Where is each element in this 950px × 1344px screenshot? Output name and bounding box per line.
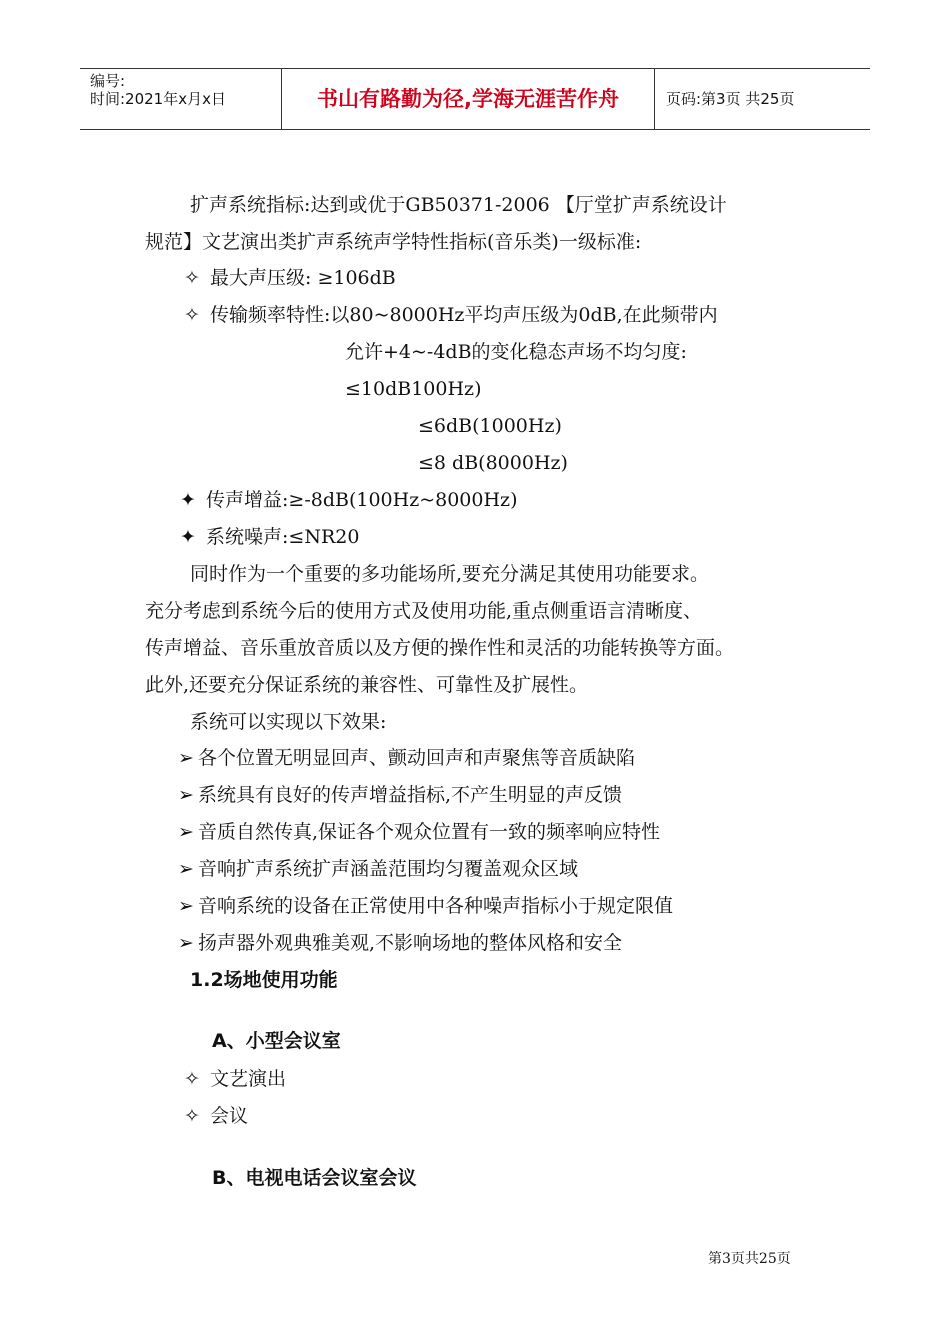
header-table xyxy=(80,68,870,130)
star-bullet-icon: ✦ xyxy=(180,489,196,511)
list-item: ➢ 音响扩声系统扩声涵盖范围均匀覆盖观众区域 xyxy=(178,858,579,880)
spec-item: ✧ 最大声压级: ≥106dB xyxy=(184,267,396,289)
spec-item: ✧ 传输频率特性:以80~8000Hz平均声压级为0dB,在此频带内 xyxy=(184,304,718,326)
header-motto: 书山有路勤为径,学海无涯苦作舟 xyxy=(281,69,655,129)
paragraph-line: 系统可以实现以下效果: xyxy=(190,711,387,733)
star-bullet-icon: ✧ xyxy=(184,1105,200,1127)
star-bullet-icon: ✧ xyxy=(184,304,200,326)
spec-item: ✦ 系统噪声:≤NR20 xyxy=(180,526,360,548)
section-heading: 1.2场地使用功能 xyxy=(190,969,338,991)
spec-continuation: ≤6dB(1000Hz) xyxy=(418,415,562,437)
paragraph-line: 充分考虑到系统今后的使用方式及使用功能,重点侧重语言清晰度、 xyxy=(145,600,703,622)
subsection-heading: B、电视电话会议室会议 xyxy=(212,1167,417,1189)
footer-page-info: 第3页共25页 xyxy=(708,1251,791,1267)
list-item: ➢ 各个位置无明显回声、颤动回声和声聚焦等音质缺陷 xyxy=(178,747,636,769)
list-item: ➢ 系统具有良好的传声增益指标,不产生明显的声反馈 xyxy=(178,784,623,806)
paragraph-line: 传声增益、音乐重放音质以及方便的操作性和灵活的功能转换等方面。 xyxy=(145,637,735,659)
arrow-bullet-icon: ➢ xyxy=(178,784,194,806)
star-bullet-icon: ✧ xyxy=(184,267,200,289)
date-label: 时间:2021年x月x日 xyxy=(90,90,226,108)
paragraph-line: 规范】文艺演出类扩声系统声学特性指标(音乐类)一级标准: xyxy=(145,231,642,253)
spec-item: ✦ 传声增益:≥-8dB(100Hz~8000Hz) xyxy=(180,489,518,511)
star-bullet-icon: ✧ xyxy=(184,1068,200,1090)
arrow-bullet-icon: ➢ xyxy=(178,858,194,880)
header-meta xyxy=(80,69,280,132)
paragraph-line: 扩声系统指标:达到或优于GB50371-2006 【厅堂扩声系统设计 xyxy=(190,194,727,216)
subsection-heading: A、小型会议室 xyxy=(212,1030,341,1052)
header-page-info: 页码:第3页 共25页 xyxy=(666,90,795,108)
number-label: 编号: xyxy=(90,72,126,90)
list-item: ➢ 音响系统的设备在正常使用中各种噪声指标小于规定限值 xyxy=(178,895,674,917)
paragraph-line: 同时作为一个重要的多功能场所,要充分满足其使用功能要求。 xyxy=(190,563,710,585)
spec-continuation: ≤10dB100Hz) xyxy=(345,378,482,400)
paragraph-line: 此外,还要充分保证系统的兼容性、可靠性及扩展性。 xyxy=(145,674,589,696)
star-bullet-icon: ✦ xyxy=(180,526,196,548)
arrow-bullet-icon: ➢ xyxy=(178,895,194,917)
list-item: ✧ 会议 xyxy=(184,1105,249,1127)
arrow-bullet-icon: ➢ xyxy=(178,747,194,769)
arrow-bullet-icon: ➢ xyxy=(178,821,194,843)
list-item: ➢ 扬声器外观典雅美观,不影响场地的整体风格和安全 xyxy=(178,932,623,954)
arrow-bullet-icon: ➢ xyxy=(178,932,194,954)
spec-continuation: 允许+4~-4dB的变化稳态声场不均匀度: xyxy=(345,341,687,363)
list-item: ✧ 文艺演出 xyxy=(184,1068,287,1090)
list-item: ➢ 音质自然传真,保证各个观众位置有一致的频率响应特性 xyxy=(178,821,661,843)
spec-continuation: ≤8 dB(8000Hz) xyxy=(418,452,568,474)
